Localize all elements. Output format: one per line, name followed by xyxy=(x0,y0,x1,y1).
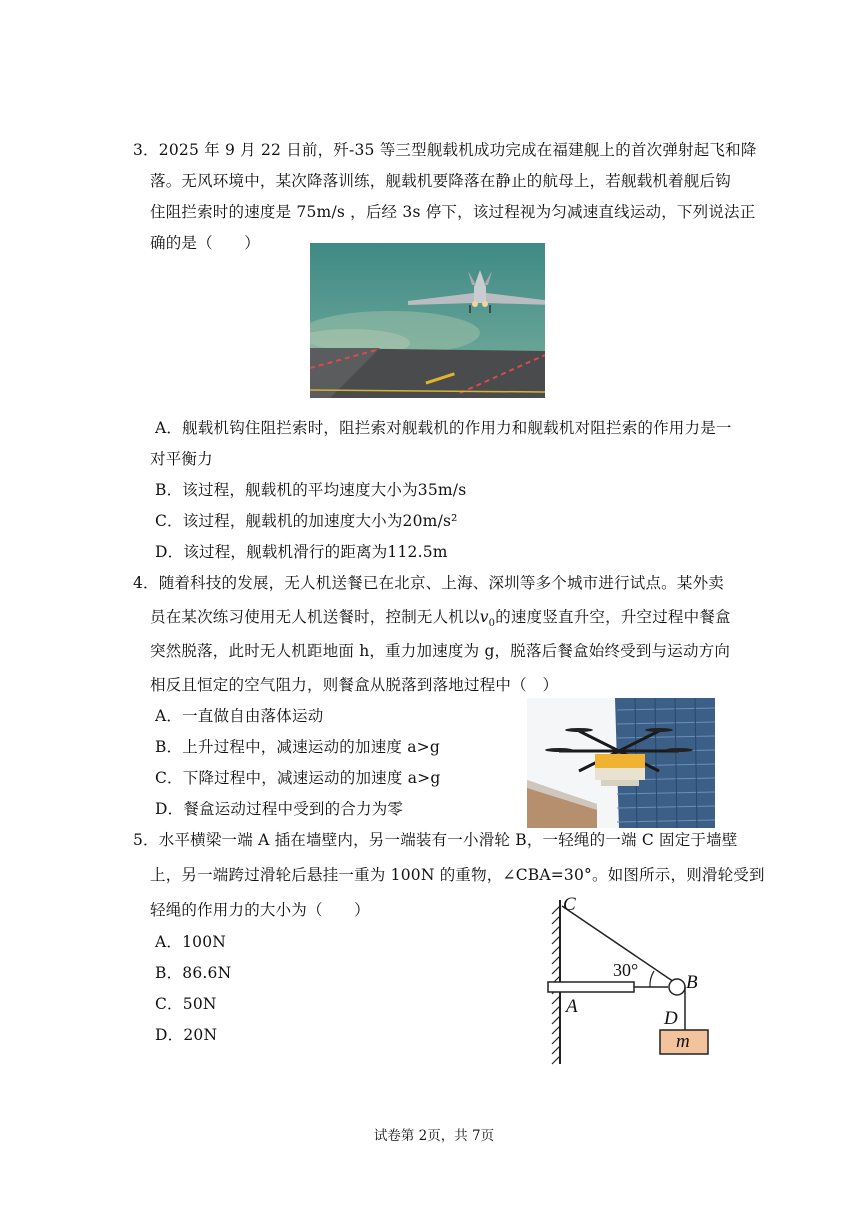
q3-option-a-line2: 对平衡力 xyxy=(150,450,213,468)
diagram-label-d: D xyxy=(664,1008,678,1029)
q5-stem-line2: 上，另一端跨过滑轮后悬挂一重为 100N 的重物，∠CBA=30°。如图所示，则滑轮受到 xyxy=(150,866,765,884)
q3-option-d: D．该过程，舰载机滑行的距离为112.5m xyxy=(155,543,448,561)
diagram-label-angle: 30° xyxy=(613,960,639,980)
fighter-jet-photo xyxy=(310,243,545,398)
q4-option-a: A．一直做自由落体运动 xyxy=(155,707,324,725)
q5-stem-line3: 轻绳的作用力的大小为（ ） xyxy=(150,901,370,919)
diagram-label-m: m xyxy=(676,1031,690,1052)
delivery-drone-photo xyxy=(527,698,715,828)
pulley-diagram xyxy=(540,892,720,1067)
diagram-label-b: B xyxy=(686,972,698,993)
q3-stem-line1: 3．2025 年 9 月 22 日前，歼-35 等三型舰载机成功完成在福建舰上的首次弹射起飞和降 xyxy=(133,141,757,159)
page-footer: 试卷第 2页，共 7页 xyxy=(373,1128,495,1144)
q5-option-d: D．20N xyxy=(155,1026,218,1044)
q4-stem-line4: 相反且恒定的空气阻力，则餐盒从脱落到落地过程中（ ） xyxy=(150,676,559,694)
q3-option-c: C．该过程，舰载机的加速度大小为20m/s² xyxy=(155,512,458,530)
q3-stem-line3: 住阻拦索时的速度是 75m/s ，后经 3s 停下，该过程视为匀减速直线运动，下列说法正 xyxy=(150,203,756,221)
q4-stem-line2: 员在某次练习使用无人机送餐时，控制无人机以$v_0$的速度竖直升空，升空过程中餐盒 xyxy=(150,608,731,630)
q4-stem-line1: 4．随着科技的发展，无人机送餐已在北京、上海、深圳等多个城市进行试点。某外卖 xyxy=(133,574,724,592)
q4-stem-line3: 突然脱落，此时无人机距地面 h，重力加速度为 g，脱落后餐盒始终受到与运动方向 xyxy=(150,642,731,660)
q3-stem-line2: 落。无风环境中，某次降落训练，舰载机要降落在静止的航母上，若舰载机着舰后钩 xyxy=(150,172,731,190)
diagram-label-a: A xyxy=(566,996,578,1017)
q3-option-b: B．该过程，舰载机的平均速度大小为35m/s xyxy=(155,481,467,499)
q5-option-b: B．86.6N xyxy=(155,964,232,982)
q5-option-a: A．100N xyxy=(155,933,227,951)
q4-option-d: D．餐盒运动过程中受到的合力为零 xyxy=(155,800,404,818)
q3-stem-line4: 确的是（ ） xyxy=(150,234,260,252)
q4-option-b: B．上升过程中，减速运动的加速度 a>g xyxy=(155,738,440,756)
q4-option-c: C．下降过程中，减速运动的加速度 a>g xyxy=(155,769,441,787)
q5-stem-line1: 5．水平横梁一端 A 插在墙壁内，另一端装有一小滑轮 B，一轻绳的一端 C 固定于墙壁 xyxy=(133,831,738,849)
q5-option-c: C．50N xyxy=(155,995,217,1013)
diagram-label-c: C xyxy=(563,894,576,915)
q3-option-a-line1: A．舰载机钩住阻拦索时，阻拦索对舰载机的作用力和舰载机对阻拦索的作用力是一 xyxy=(155,419,732,437)
